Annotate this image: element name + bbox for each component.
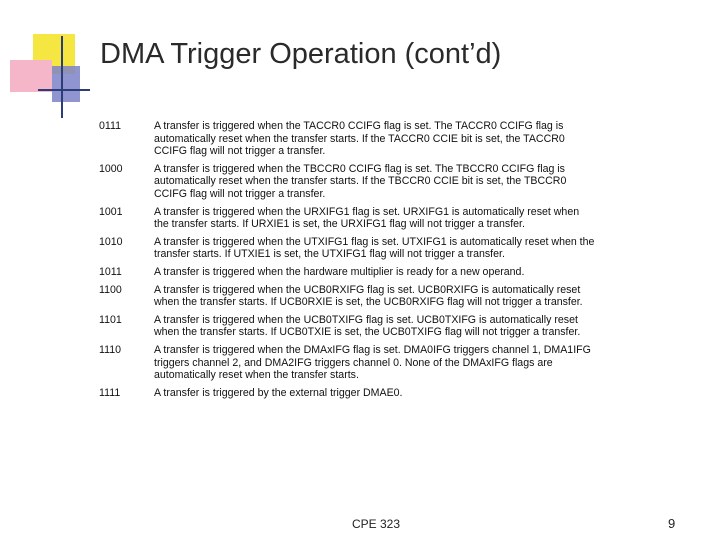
- description-line: CCIFG flag will not trigger a transfer.: [154, 187, 326, 200]
- trigger-description: [154, 266, 639, 279]
- footer-page-number: 9: [668, 516, 676, 531]
- trigger-row: [99, 284, 639, 309]
- slide-title: DMA Trigger Operation (cont’d): [100, 38, 502, 70]
- description-line: automatically reset when the transfer starts. If the TBCCR0 CCIE bit is set, the TBCCR0: [154, 175, 567, 188]
- trigger-description: [154, 314, 639, 339]
- trigger-description: [154, 344, 639, 382]
- description-line: A transfer is triggered when the UCB0RXIFG flag is set. UCB0RXIFG is automatically reset: [154, 283, 581, 296]
- trigger-row: [99, 387, 639, 400]
- trigger-table: [99, 120, 639, 404]
- trigger-row: [99, 163, 639, 201]
- description-line: A transfer is triggered when the TACCR0 CCIFG flag is set. The TACCR0 CCIFG flag is: [154, 120, 564, 132]
- description-line: CCIFG flag will not trigger a transfer.: [154, 145, 326, 158]
- description-line: the transfer starts. If URXIE1 is set, the URXIFG1 flag will not trigger a transfer.: [154, 218, 525, 231]
- description-line: automatically reset when the transfer starts.: [154, 369, 359, 382]
- slide-logo-decoration: [0, 0, 90, 120]
- trigger-code: 1000: [99, 162, 123, 175]
- description-line: A transfer is triggered when the UCB0TXIFG flag is set. UCB0TXIFG is automatically reset: [154, 313, 578, 326]
- trigger-row: [99, 314, 639, 339]
- logo-horizontal-line: [38, 89, 90, 91]
- trigger-description: [154, 387, 639, 400]
- trigger-description: [154, 206, 639, 231]
- description-line: A transfer is triggered when the URXIFG1 flag is set. URXIFG1 is automatically reset when: [154, 205, 580, 218]
- description-line: A transfer is triggered when the UTXIFG1 flag is set. UTXIFG1 is automatically reset when the: [154, 235, 595, 248]
- trigger-description: [154, 120, 639, 158]
- description-line: transfer starts. If UTXIE1 is set, the UTXIFG1 flag will not trigger a transfer.: [154, 248, 505, 261]
- logo-vertical-line: [61, 36, 63, 118]
- trigger-row: [99, 206, 639, 231]
- trigger-code: 1111: [99, 386, 121, 399]
- trigger-row: [99, 266, 639, 279]
- description-line: when the transfer starts. If UCB0TXIE is set, the UCB0TXIFG flag will not trigger a transfer.: [154, 326, 581, 339]
- logo-pink-square: [10, 60, 52, 92]
- trigger-row: [99, 120, 639, 158]
- description-line: A transfer is triggered by the external trigger DMAE0.: [154, 386, 403, 399]
- trigger-code: 1100: [99, 283, 122, 296]
- trigger-description: [154, 284, 639, 309]
- logo-blue-square: [52, 66, 80, 102]
- description-line: A transfer is triggered when the DMAxIFG flag is set. DMA0IFG triggers channel 1, DMA1IFG: [154, 343, 591, 356]
- trigger-description: [154, 163, 639, 201]
- description-line: automatically reset when the transfer starts. If the TACCR0 CCIE bit is set, the TACCR0: [154, 132, 565, 145]
- trigger-code: 0111: [99, 120, 121, 132]
- trigger-row: [99, 344, 639, 382]
- trigger-code: 1101: [99, 313, 122, 326]
- description-line: when the transfer starts. If UCB0RXIE is set, the UCB0RXIFG flag will not trigger a transfer.: [154, 296, 583, 309]
- trigger-row: [99, 236, 639, 261]
- description-line: triggers channel 2, and DMA2IFG triggers channel 0. None of the DMAxIFG flags are: [154, 356, 553, 369]
- trigger-description: [154, 236, 639, 261]
- footer-course: CPE 323: [352, 517, 401, 531]
- trigger-code: 1010: [99, 235, 123, 248]
- trigger-code: 1110: [99, 343, 121, 356]
- description-line: A transfer is triggered when the hardware multiplier is ready for a new operand.: [154, 265, 525, 278]
- trigger-code: 1011: [99, 265, 122, 278]
- description-line: A transfer is triggered when the TBCCR0 CCIFG flag is set. The TBCCR0 CCIFG flag is: [154, 162, 565, 175]
- trigger-code: 1001: [99, 205, 123, 218]
